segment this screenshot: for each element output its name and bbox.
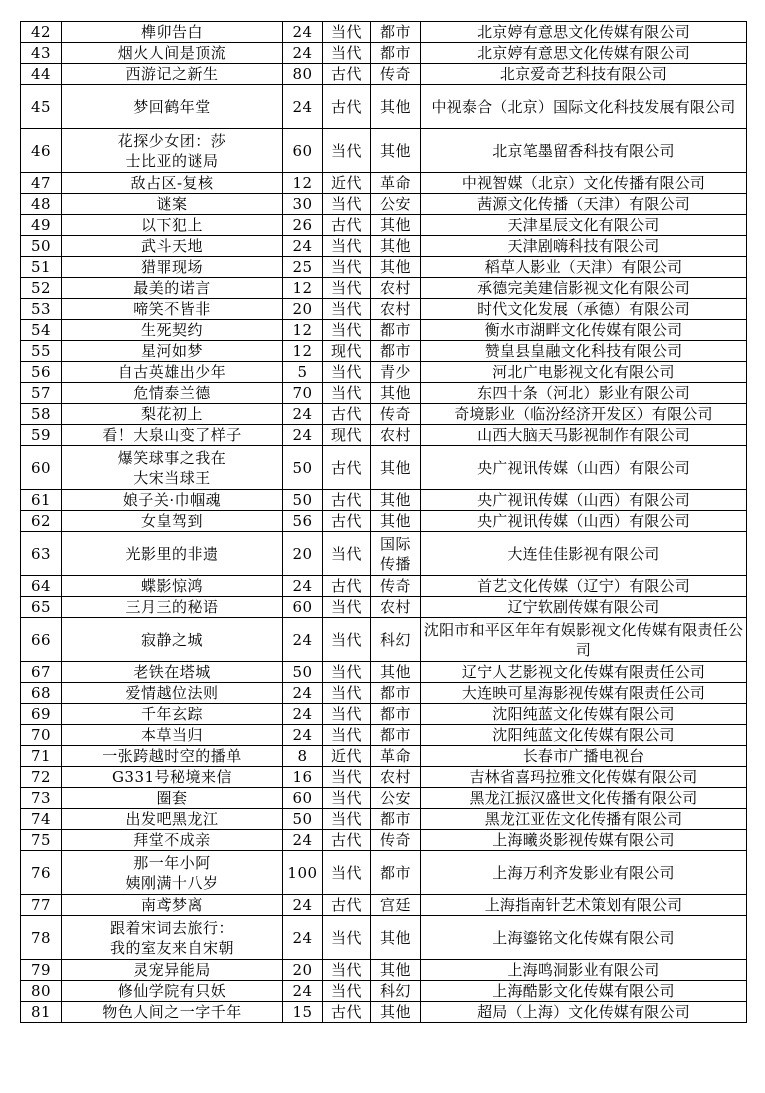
row-number-cell: 50	[21, 236, 62, 257]
table-row	[21, 215, 747, 236]
company-name-cell: 央广视讯传媒（山西）有限公司	[421, 446, 747, 490]
drama-title-cell: 蝶影惊鸿	[62, 576, 283, 597]
table-row	[21, 490, 747, 511]
episode-count-cell: 24	[283, 43, 323, 64]
genre-cell: 公安	[371, 194, 421, 215]
drama-title-cell: 老铁在塔城	[62, 662, 283, 683]
episode-count-cell: 100	[283, 851, 323, 895]
genre-cell: 都市	[371, 851, 421, 895]
episode-count-cell: 20	[283, 960, 323, 981]
episode-count-cell: 50	[283, 446, 323, 490]
genre-cell: 传奇	[371, 404, 421, 425]
table-row	[21, 362, 747, 383]
era-cell: 当代	[323, 362, 371, 383]
era-cell: 当代	[323, 532, 371, 576]
company-name-cell: 上海酷影文化传媒有限公司	[421, 981, 747, 1002]
table-row	[21, 532, 747, 576]
company-name-cell: 东四十条（河北）影业有限公司	[421, 383, 747, 404]
genre-cell: 公安	[371, 788, 421, 809]
table-row	[21, 895, 747, 916]
era-cell: 现代	[323, 341, 371, 362]
drama-title-cell: 南鸢梦离	[62, 895, 283, 916]
company-name-cell: 沈阳市和平区年年有娱影视文化传媒有限责任公司	[421, 618, 747, 662]
era-cell: 古代	[323, 404, 371, 425]
genre-cell: 其他	[371, 662, 421, 683]
table-row	[21, 662, 747, 683]
episode-count-cell: 80	[283, 64, 323, 85]
genre-cell: 其他	[371, 1002, 421, 1023]
company-name-cell: 天津星辰文化有限公司	[421, 215, 747, 236]
drama-title-cell: 圈套	[62, 788, 283, 809]
era-cell: 当代	[323, 960, 371, 981]
row-number-cell: 81	[21, 1002, 62, 1023]
row-number-cell: 55	[21, 341, 62, 362]
episode-count-cell: 24	[283, 895, 323, 916]
episode-count-cell: 15	[283, 1002, 323, 1023]
company-name-cell: 上海万利齐发影业有限公司	[421, 851, 747, 895]
drama-title-cell: 光影里的非遗	[62, 532, 283, 576]
table-row	[21, 194, 747, 215]
drama-title-cell: 一张跨越时空的播单	[62, 746, 283, 767]
episode-count-cell: 50	[283, 809, 323, 830]
era-cell: 古代	[323, 446, 371, 490]
era-cell: 当代	[323, 851, 371, 895]
genre-cell: 青少	[371, 362, 421, 383]
era-cell: 当代	[323, 767, 371, 788]
era-cell: 当代	[323, 916, 371, 960]
drama-title-cell: 物色人间之一字千年	[62, 1002, 283, 1023]
episode-count-cell: 50	[283, 490, 323, 511]
drama-title-cell: 谜案	[62, 194, 283, 215]
drama-title-cell: 敌占区-复核	[62, 173, 283, 194]
genre-cell: 农村	[371, 767, 421, 788]
drama-title-cell: 寂静之城	[62, 618, 283, 662]
table-row	[21, 22, 747, 43]
episode-count-cell: 20	[283, 299, 323, 320]
drama-title-cell: 自古英雄出少年	[62, 362, 283, 383]
drama-title-cell: 烟火人间是顶流	[62, 43, 283, 64]
table-row	[21, 341, 747, 362]
genre-cell: 其他	[371, 383, 421, 404]
era-cell: 当代	[323, 725, 371, 746]
table-row	[21, 43, 747, 64]
row-number-cell: 42	[21, 22, 62, 43]
table-row	[21, 320, 747, 341]
row-number-cell: 79	[21, 960, 62, 981]
episode-count-cell: 12	[283, 278, 323, 299]
genre-cell: 其他	[371, 490, 421, 511]
episode-count-cell: 24	[283, 22, 323, 43]
genre-cell: 都市	[371, 809, 421, 830]
table-row	[21, 618, 747, 662]
company-name-cell: 大连佳佳影视有限公司	[421, 532, 747, 576]
genre-cell: 其他	[371, 916, 421, 960]
drama-title-cell: 以下犯上	[62, 215, 283, 236]
episode-count-cell: 24	[283, 425, 323, 446]
episode-count-cell: 24	[283, 830, 323, 851]
era-cell: 当代	[323, 809, 371, 830]
drama-title-cell: 生死契约	[62, 320, 283, 341]
company-name-cell: 超局（上海）文化传媒有限公司	[421, 1002, 747, 1023]
episode-count-cell: 24	[283, 916, 323, 960]
row-number-cell: 45	[21, 85, 62, 129]
company-name-cell: 北京笔墨留香科技有限公司	[421, 129, 747, 173]
table-row	[21, 236, 747, 257]
table-row	[21, 85, 747, 129]
company-name-cell: 上海指南针艺术策划有限公司	[421, 895, 747, 916]
drama-title-cell: 猎罪现场	[62, 257, 283, 278]
company-name-cell: 辽宁人艺影视文化传媒有限责任公司	[421, 662, 747, 683]
era-cell: 当代	[323, 43, 371, 64]
table-row	[21, 597, 747, 618]
table-body	[21, 22, 747, 1023]
drama-title-cell: 女皇驾到	[62, 511, 283, 532]
table-row	[21, 916, 747, 960]
drama-title-cell: 修仙学院有只妖	[62, 981, 283, 1002]
era-cell: 当代	[323, 597, 371, 618]
drama-title-line: 花探少女团：莎	[117, 131, 227, 150]
row-number-cell: 64	[21, 576, 62, 597]
drama-title-cell: 三月三的秘语	[62, 597, 283, 618]
company-name-cell: 中视泰合（北京）国际文化科技发展有限公司	[421, 85, 747, 129]
row-number-cell: 56	[21, 362, 62, 383]
drama-title-line: 跟着宋词去旅行：	[109, 918, 234, 937]
drama-title-cell	[62, 916, 283, 960]
row-number-cell: 73	[21, 788, 62, 809]
company-name-cell: 北京婷有意思文化传媒有限公司	[421, 43, 747, 64]
episode-count-cell: 26	[283, 215, 323, 236]
row-number-cell: 76	[21, 851, 62, 895]
company-name-cell: 赞皇县皇融文化科技有限公司	[421, 341, 747, 362]
row-number-cell: 46	[21, 129, 62, 173]
genre-cell: 科幻	[371, 618, 421, 662]
table-row	[21, 173, 747, 194]
company-name-cell: 大连映可星海影视传媒有限责任公司	[421, 683, 747, 704]
row-number-cell: 69	[21, 704, 62, 725]
row-number-cell: 49	[21, 215, 62, 236]
company-name-cell: 北京婷有意思文化传媒有限公司	[421, 22, 747, 43]
company-name-cell: 稻草人影业（天津）有限公司	[421, 257, 747, 278]
genre-cell: 其他	[371, 257, 421, 278]
drama-title-cell: G331号秘境来信	[62, 767, 283, 788]
table-row	[21, 683, 747, 704]
company-name-cell: 衡水市湖畔文化传媒有限公司	[421, 320, 747, 341]
episode-count-cell: 8	[283, 746, 323, 767]
drama-title-line: 我的室友来自宋朝	[109, 938, 234, 957]
era-cell: 古代	[323, 490, 371, 511]
era-cell: 古代	[323, 64, 371, 85]
genre-cell: 都市	[371, 683, 421, 704]
drama-title-cell: 危情泰兰德	[62, 383, 283, 404]
table-row	[21, 383, 747, 404]
company-name-cell: 黑龙江振汉盛世文化传播有限公司	[421, 788, 747, 809]
drama-title-cell: 爱情越位法则	[62, 683, 283, 704]
episode-count-cell: 24	[283, 981, 323, 1002]
era-cell: 古代	[323, 895, 371, 916]
row-number-cell: 48	[21, 194, 62, 215]
era-cell: 古代	[323, 511, 371, 532]
drama-title-line: 爆笑球事之我在	[117, 448, 227, 467]
genre-cell: 传奇	[371, 64, 421, 85]
company-name-cell: 央广视讯传媒（山西）有限公司	[421, 490, 747, 511]
episode-count-cell: 24	[283, 85, 323, 129]
row-number-cell: 54	[21, 320, 62, 341]
episode-count-cell: 16	[283, 767, 323, 788]
era-cell: 当代	[323, 299, 371, 320]
company-name-cell: 辽宁软剧传媒有限公司	[421, 597, 747, 618]
drama-title-cell: 榫卯告白	[62, 22, 283, 43]
company-name-cell: 沈阳纯蓝文化传媒有限公司	[421, 725, 747, 746]
row-number-cell: 59	[21, 425, 62, 446]
era-cell: 当代	[323, 22, 371, 43]
era-cell: 当代	[323, 618, 371, 662]
table-row	[21, 981, 747, 1002]
row-number-cell: 72	[21, 767, 62, 788]
genre-cell: 都市	[371, 341, 421, 362]
drama-title-cell: 西游记之新生	[62, 64, 283, 85]
era-cell: 古代	[323, 576, 371, 597]
genre-cell: 国际传播	[371, 532, 421, 576]
row-number-cell: 57	[21, 383, 62, 404]
genre-cell: 科幻	[371, 981, 421, 1002]
company-name-cell: 上海鸣洞影业有限公司	[421, 960, 747, 981]
company-name-cell: 中视智媒（北京）文化传播有限公司	[421, 173, 747, 194]
drama-title-cell: 看！大泉山变了样子	[62, 425, 283, 446]
era-cell: 当代	[323, 194, 371, 215]
drama-title-line: 那一年小阿	[133, 853, 211, 872]
table-row	[21, 425, 747, 446]
drama-title-cell: 啼笑不皆非	[62, 299, 283, 320]
drama-title-cell: 千年玄踪	[62, 704, 283, 725]
table-row	[21, 851, 747, 895]
episode-count-cell: 5	[283, 362, 323, 383]
table-row	[21, 960, 747, 981]
genre-cell: 农村	[371, 278, 421, 299]
drama-title-cell: 梨花初上	[62, 404, 283, 425]
row-number-cell: 58	[21, 404, 62, 425]
genre-cell: 宫廷	[371, 895, 421, 916]
row-number-cell: 63	[21, 532, 62, 576]
company-name-cell: 央广视讯传媒（山西）有限公司	[421, 511, 747, 532]
era-cell: 古代	[323, 1002, 371, 1023]
table-row	[21, 830, 747, 851]
era-cell: 现代	[323, 425, 371, 446]
company-name-cell: 上海曦炎影视传媒有限公司	[421, 830, 747, 851]
genre-cell: 其他	[371, 85, 421, 129]
episode-count-cell: 12	[283, 320, 323, 341]
company-name-cell: 首艺文化传媒（辽宁）有限公司	[421, 576, 747, 597]
era-cell: 古代	[323, 85, 371, 129]
row-number-cell: 78	[21, 916, 62, 960]
era-cell: 当代	[323, 383, 371, 404]
table-row	[21, 1002, 747, 1023]
table-row	[21, 576, 747, 597]
era-cell: 当代	[323, 788, 371, 809]
company-name-cell: 沈阳纯蓝文化传媒有限公司	[421, 704, 747, 725]
row-number-cell: 61	[21, 490, 62, 511]
genre-cell: 其他	[371, 446, 421, 490]
genre-cell: 其他	[371, 960, 421, 981]
table-row	[21, 725, 747, 746]
table-row	[21, 446, 747, 490]
genre-cell: 都市	[371, 43, 421, 64]
company-name-cell: 承德完美建信影视文化有限公司	[421, 278, 747, 299]
company-name-cell: 茜源文化传播（天津）有限公司	[421, 194, 747, 215]
era-cell: 当代	[323, 981, 371, 1002]
genre-cell: 都市	[371, 22, 421, 43]
drama-title-cell: 出发吧黑龙江	[62, 809, 283, 830]
genre-cell: 革命	[371, 746, 421, 767]
company-name-cell: 黑龙江亚佐文化传播有限公司	[421, 809, 747, 830]
row-number-cell: 66	[21, 618, 62, 662]
table-row	[21, 809, 747, 830]
drama-title-cell: 星河如梦	[62, 341, 283, 362]
table-row	[21, 299, 747, 320]
row-number-cell: 52	[21, 278, 62, 299]
era-cell: 当代	[323, 704, 371, 725]
genre-cell: 传奇	[371, 576, 421, 597]
drama-title-cell	[62, 129, 283, 173]
era-cell: 当代	[323, 662, 371, 683]
company-name-cell: 天津剧嗨科技有限公司	[421, 236, 747, 257]
episode-count-cell: 24	[283, 236, 323, 257]
genre-cell: 农村	[371, 299, 421, 320]
drama-registry-table	[20, 21, 747, 1023]
drama-title-cell: 娘子关·巾帼魂	[62, 490, 283, 511]
episode-count-cell: 20	[283, 532, 323, 576]
row-number-cell: 60	[21, 446, 62, 490]
genre-cell: 其他	[371, 215, 421, 236]
row-number-cell: 75	[21, 830, 62, 851]
episode-count-cell: 30	[283, 194, 323, 215]
episode-count-cell: 24	[283, 618, 323, 662]
genre-cell: 农村	[371, 597, 421, 618]
episode-count-cell: 24	[283, 704, 323, 725]
episode-count-cell: 12	[283, 341, 323, 362]
row-number-cell: 68	[21, 683, 62, 704]
era-cell: 当代	[323, 129, 371, 173]
row-number-cell: 62	[21, 511, 62, 532]
drama-title-cell: 本草当归	[62, 725, 283, 746]
episode-count-cell: 50	[283, 662, 323, 683]
table-row	[21, 64, 747, 85]
row-number-cell: 67	[21, 662, 62, 683]
drama-title-cell: 最美的诺言	[62, 278, 283, 299]
company-name-cell: 长春市广播电视台	[421, 746, 747, 767]
row-number-cell: 44	[21, 64, 62, 85]
company-name-cell: 上海鎏铭文化传媒有限公司	[421, 916, 747, 960]
episode-count-cell: 24	[283, 576, 323, 597]
genre-cell: 都市	[371, 704, 421, 725]
era-cell: 当代	[323, 683, 371, 704]
row-number-cell: 70	[21, 725, 62, 746]
era-cell: 当代	[323, 320, 371, 341]
company-name-cell: 河北广电影视文化有限公司	[421, 362, 747, 383]
episode-count-cell: 60	[283, 597, 323, 618]
company-name-cell: 奇境影业（临汾经济开发区）有限公司	[421, 404, 747, 425]
drama-title-cell: 梦回鹤年堂	[62, 85, 283, 129]
episode-count-cell: 25	[283, 257, 323, 278]
genre-cell: 农村	[371, 425, 421, 446]
episode-count-cell: 70	[283, 383, 323, 404]
row-number-cell: 71	[21, 746, 62, 767]
row-number-cell: 51	[21, 257, 62, 278]
row-number-cell: 53	[21, 299, 62, 320]
drama-title-line: 大宋当球王	[133, 468, 211, 487]
genre-cell: 其他	[371, 236, 421, 257]
genre-cell: 革命	[371, 173, 421, 194]
era-cell: 当代	[323, 257, 371, 278]
row-number-cell: 77	[21, 895, 62, 916]
table-row	[21, 257, 747, 278]
row-number-cell: 80	[21, 981, 62, 1002]
drama-title-cell: 武斗天地	[62, 236, 283, 257]
episode-count-cell: 60	[283, 788, 323, 809]
era-cell: 近代	[323, 746, 371, 767]
drama-title-line: 士比亚的谜局	[125, 151, 219, 170]
table-row	[21, 511, 747, 532]
drama-title-line: 姨刚满十八岁	[125, 873, 219, 892]
company-name-cell: 山西大脑天马影视制作有限公司	[421, 425, 747, 446]
genre-cell: 都市	[371, 320, 421, 341]
genre-cell: 其他	[371, 129, 421, 173]
table-row	[21, 746, 747, 767]
genre-cell: 都市	[371, 725, 421, 746]
era-cell: 当代	[323, 236, 371, 257]
drama-title-cell: 拜堂不成亲	[62, 830, 283, 851]
row-number-cell: 47	[21, 173, 62, 194]
table-row	[21, 278, 747, 299]
table-row	[21, 404, 747, 425]
drama-title-cell: 灵宠异能局	[62, 960, 283, 981]
era-cell: 当代	[323, 278, 371, 299]
row-number-cell: 65	[21, 597, 62, 618]
drama-title-cell	[62, 446, 283, 490]
episode-count-cell: 24	[283, 725, 323, 746]
table-row	[21, 767, 747, 788]
table-row	[21, 788, 747, 809]
episode-count-cell: 12	[283, 173, 323, 194]
company-name-cell: 北京爱奇艺科技有限公司	[421, 64, 747, 85]
episode-count-cell: 60	[283, 129, 323, 173]
drama-title-cell	[62, 851, 283, 895]
genre-cell: 其他	[371, 511, 421, 532]
episode-count-cell: 56	[283, 511, 323, 532]
row-number-cell: 43	[21, 43, 62, 64]
era-cell: 古代	[323, 215, 371, 236]
table-row	[21, 129, 747, 173]
genre-cell: 传奇	[371, 830, 421, 851]
episode-count-cell: 24	[283, 404, 323, 425]
episode-count-cell: 24	[283, 683, 323, 704]
era-cell: 古代	[323, 830, 371, 851]
row-number-cell: 74	[21, 809, 62, 830]
era-cell: 近代	[323, 173, 371, 194]
company-name-cell: 吉林省喜玛拉雅文化传媒有限公司	[421, 767, 747, 788]
company-name-cell: 时代文化发展（承德）有限公司	[421, 299, 747, 320]
table-row	[21, 704, 747, 725]
